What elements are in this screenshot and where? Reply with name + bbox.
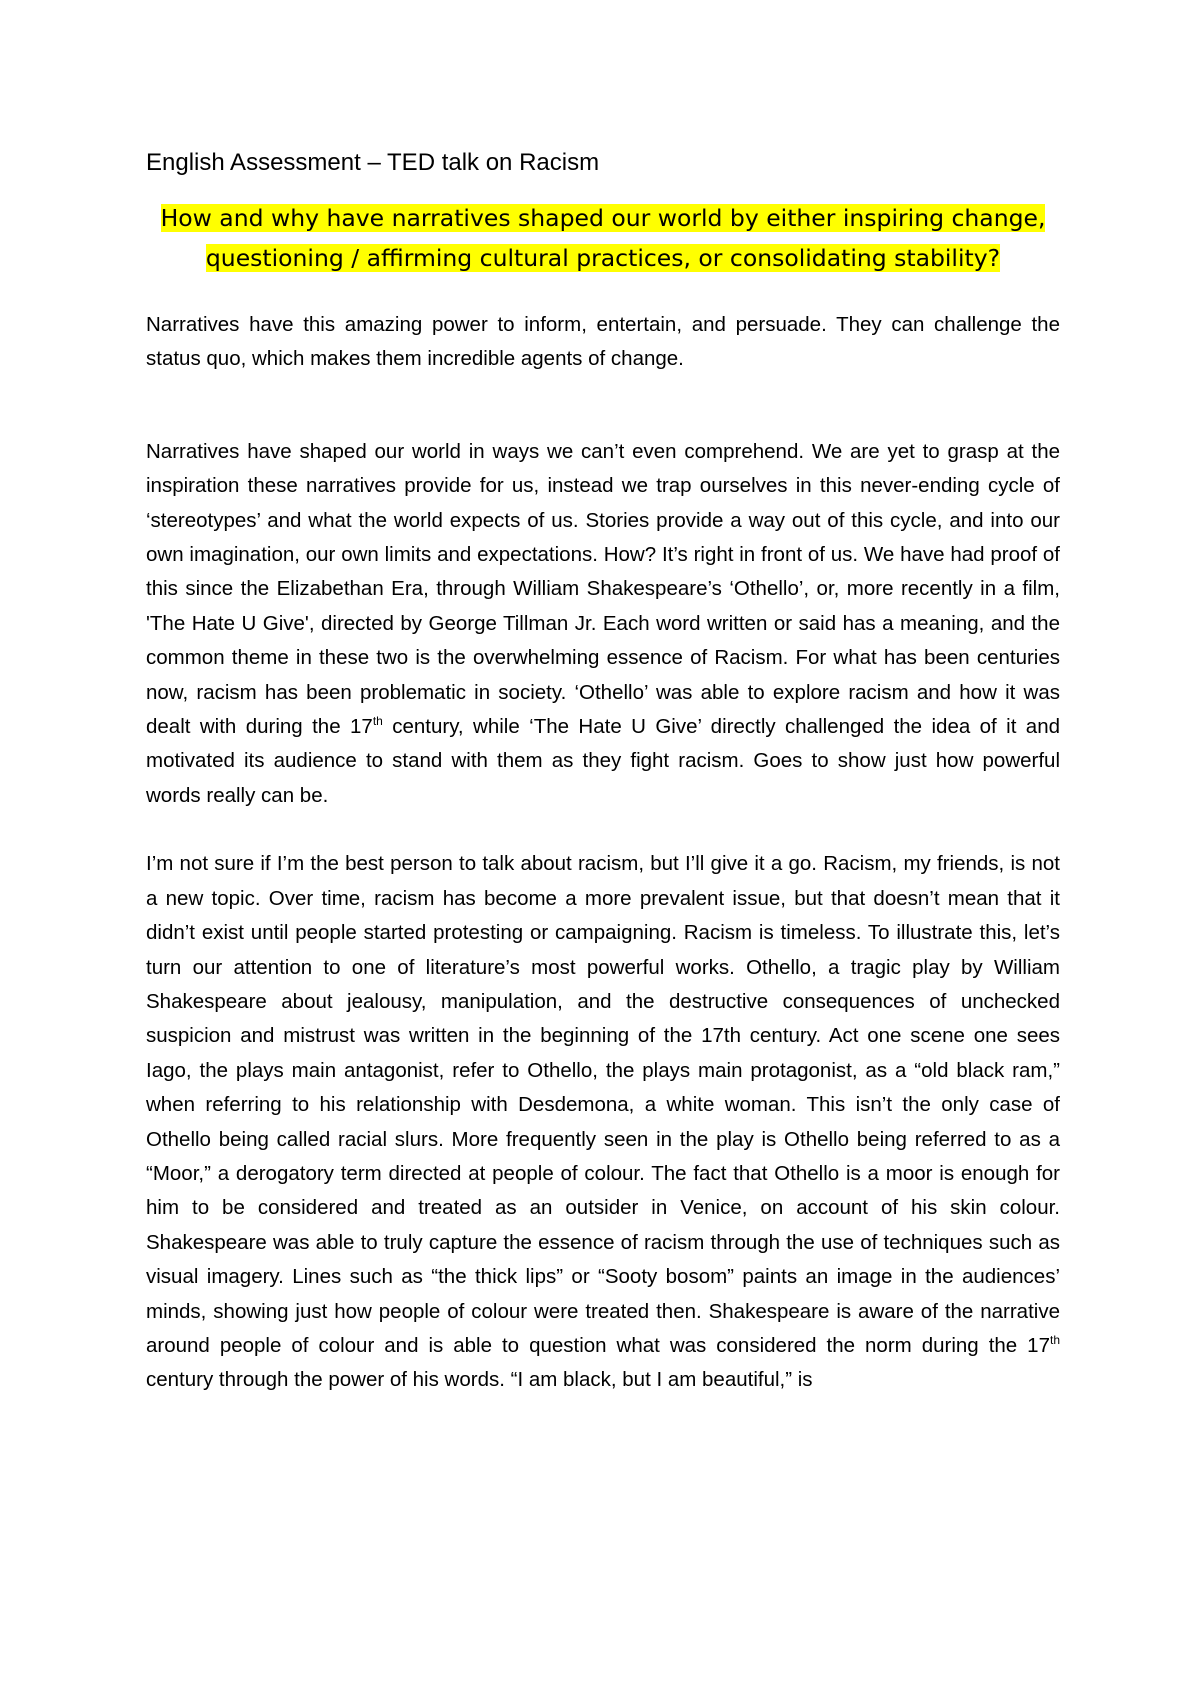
document-title: English Assessment – TED talk on Racism [146,149,600,176]
body-paragraph-1 [146,435,1060,813]
highlighted-question-text: How and why have narratives shaped our world by either inspiring change, questioning / affirming cultural practices, or consolidating stability? [160,204,1046,272]
paragraph-spacer [146,813,1060,847]
paragraph-1-text-a: Narratives have shaped our world in ways we can’t even comprehend. We are yet to grasp at the inspiration these narratives provide for us, instead we trap ourselves in this never-ending cycle of ‘stereotypes’ and what the world expects of us. Stories provide a way out of this cycle, and into our own imagination, our own limits and expectations. How? It’s right in front of us. We have had proof of this since the Elizabethan Era, through William Shakespeare’s ‘Othello’, or, more recently in a film, 'The Hate U Give', directed by George Tillman Jr. Each word written or said has a meaning, and the common theme in these two is the overwhelming essence of Racism. For what has been centuries now, racism has been problematic in society. ‘Othello’ was able to explore racism and how it was dealt with during the 17 [146,439,1060,739]
paragraph-2-text-a: I’m not sure if I’m the best person to talk about racism, but I’ll give it a go. Racism, my friends, is not a new topic. Over time, racism has become a more prevalent issue, but that doesn’t mean that it didn’t exist until people started protesting or campaigning. Racism is timeless. To illustrate this, let’s turn our attention to one of literature’s most powerful works. Othello, a tragic play by William Shakespeare about jealousy, manipulation, and the destructive consequences of unchecked suspicion and mistrust was written in the beginning of the 17th century. Act one scene one sees Iago, the plays main antagonist, refer to Othello, the plays main protagonist, as a “old black ram,” when referring to his relationship with Desdemona, a white woman. This isn’t the only case of Othello being called racial slurs. More frequently seen in the play is Othello being referred to as a “Moor,” a derogatory term directed at people of colour. The fact that Othello is a moor is enough for him to be considered and treated as an outsider in Venice, on account of his skin colour. Shakespeare was able to truly capture the essence of racism through the use of techniques such as visual imagery. Lines such as “the thick lips” or “Sooty bosom” paints an image in the audiences’ minds, showing just how people of colour were treated then. Shakespeare is aware of the narrative around people of colour and is able to question what was considered the norm during the 17 [146,852,1060,1357]
paragraph-1-text-b: century, while ‘The Hate U Give’ directly challenged the idea of it and motivated its audience to stand with them as they fight racism. Goes to show just how powerful words really can be. [146,715,1060,807]
document-body [146,146,1060,1398]
paragraph-spacer [146,377,1060,435]
body-paragraph-2 [146,847,1060,1398]
ordinal-superscript: th [372,714,383,729]
intro-paragraph: Narratives have this amazing power to inform, entertain, and persuade. They can challenge the status quo, which makes them incredible agents of change. [146,313,1060,371]
essay-question [146,198,1060,278]
paragraph-2-text-b: century through the power of his words. “I am black, but I am beautiful,” is [146,1368,813,1392]
ordinal-superscript: th [1049,1333,1060,1348]
